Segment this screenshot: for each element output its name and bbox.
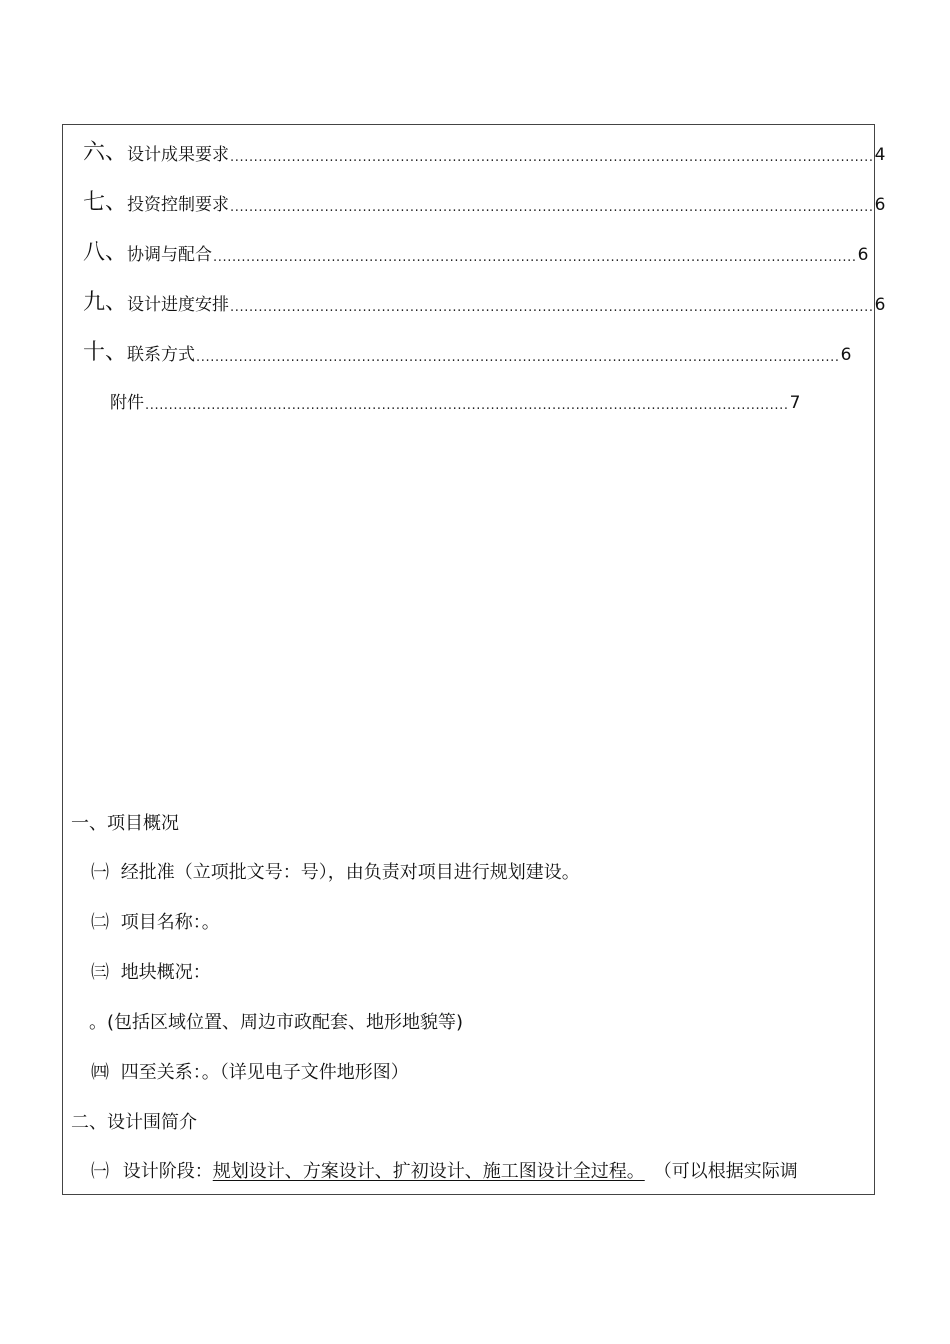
list-item — [91, 1060, 409, 1086]
toc-title: 协调与配合 — [127, 245, 213, 265]
toc-title: 设计进度安排 — [127, 295, 230, 315]
underlined-text: 规划设计、方案设计、扩初设计、施工图设计全过程。 — [212, 1161, 645, 1182]
toc-leader-dots: ........................................................................................................................................ — [230, 300, 874, 315]
toc-title: 投资控制要求 — [127, 195, 230, 215]
toc-entry[interactable] — [83, 137, 886, 167]
toc-entry[interactable] — [83, 187, 886, 217]
toc-entry[interactable] — [83, 337, 852, 367]
section-heading: 二、设计围简介 — [71, 1112, 197, 1133]
toc-leader-dots: ........................................................................................................................................ — [213, 250, 857, 265]
toc-title: 附件 — [110, 393, 144, 413]
list-marker: ㈠ — [91, 1161, 109, 1182]
toc-title: 设计成果要求 — [127, 145, 230, 165]
toc-leader-dots: ........................................................................................................................................ — [196, 350, 840, 365]
toc-number: 八、 — [83, 240, 128, 265]
toc-title: 联系方式 — [127, 345, 196, 365]
toc-entry[interactable] — [83, 237, 869, 267]
toc-entry[interactable] — [83, 287, 886, 317]
paragraph-text: 。(包括区域位置、周边市政配套、地形地貌等) — [89, 1012, 464, 1033]
list-marker: ㈠ — [91, 862, 109, 883]
toc-leader-dots: ........................................................................................................................................ — [145, 398, 789, 413]
list-item — [91, 960, 211, 986]
toc-page-number: 6 — [857, 245, 869, 265]
parenthetical-note: （可以根据实际调 — [662, 1161, 798, 1182]
list-item-text: 经批准（立项批文号：号），由负责对项目进行规划建设。 — [120, 862, 580, 883]
toc-number: 九、 — [83, 290, 128, 315]
list-marker: ㈢ — [91, 962, 109, 983]
section-heading: 一、项目概况 — [71, 813, 179, 834]
list-item-text: 项目名称：。 — [120, 912, 220, 933]
document-frame — [62, 124, 886, 1195]
list-item — [91, 860, 580, 886]
toc-leader-dots: ........................................................................................................................................ — [230, 150, 874, 165]
toc-number: 六、 — [83, 140, 128, 165]
list-item — [91, 910, 220, 936]
list-item-text: 地块概况： — [120, 962, 211, 983]
toc-page-number: 4 — [874, 145, 886, 165]
list-marker: ㈣ — [91, 1062, 109, 1083]
toc-entry[interactable] — [110, 385, 801, 415]
list-marker: ㈡ — [91, 912, 109, 933]
toc-page-number: 6 — [874, 295, 886, 315]
list-item-text: 四至关系：。（详见电子文件地形图） — [120, 1062, 409, 1083]
list-item-label: 设计阶段： — [122, 1161, 213, 1182]
toc-page-number: 7 — [789, 393, 801, 413]
toc-leader-dots: ........................................................................................................................................ — [230, 200, 874, 215]
toc-page-number: 6 — [874, 195, 886, 215]
toc-number: 七、 — [83, 190, 128, 215]
toc-number: 十、 — [83, 340, 128, 365]
list-item — [91, 1159, 798, 1185]
toc-page-number: 6 — [840, 345, 852, 365]
